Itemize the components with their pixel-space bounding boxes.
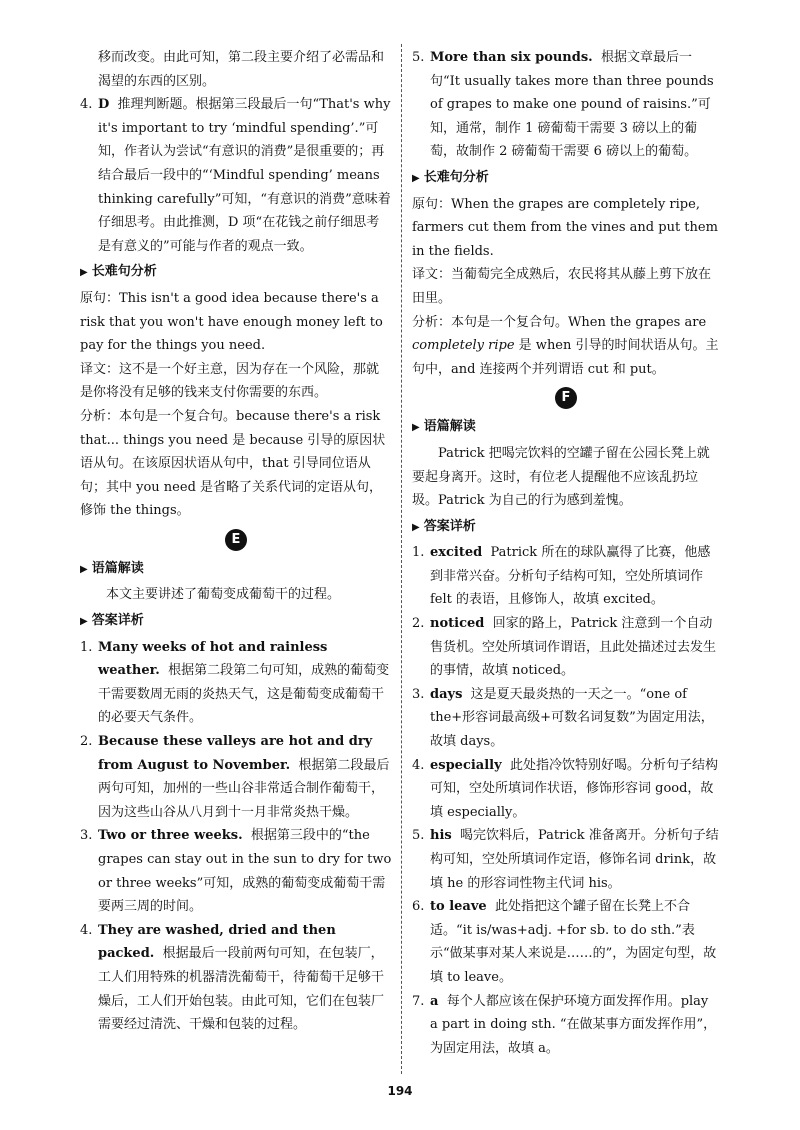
answer-key: noticed bbox=[430, 616, 485, 632]
section-heading: ▶ 答案详析 bbox=[412, 515, 720, 540]
answer-item bbox=[80, 730, 392, 824]
answer-key: excited bbox=[430, 545, 483, 561]
item-number: 3. bbox=[412, 686, 425, 702]
item-number: 6. bbox=[412, 899, 425, 915]
answer-explanation: 此处指把这个罐子留在长凳上不合适。“it is/was+adj. +for sb. to do sth.”表示“做某事对某人来说是……的”，为固定句型，故填 to leave。 bbox=[430, 899, 717, 985]
answer-item bbox=[80, 93, 392, 258]
answer-explanation: 此处指冷饮特别好喝。分析句子结构可知，空处所填词作状语，修饰形容词 good，故填 especially。 bbox=[430, 757, 718, 820]
passage-summary: 本文主要讲述了葡萄变成葡萄干的过程。 bbox=[106, 587, 341, 603]
answer-explanation: 根据文章最后一句“It usually takes more than three pounds of grapes to make one pound of raisins.”可知，通常，制作 1 磅葡萄干需要 3 磅以上的葡萄，故制作 2 磅葡萄干需要 6 磅以上的葡萄。 bbox=[430, 50, 714, 160]
answer-explanation: 这是夏天最炎热的一天之一。“one of the+形容词最高级+可数名词复数”为固定用法，故填 days。 bbox=[430, 686, 714, 750]
answer-item bbox=[412, 46, 720, 164]
item-number: 5. bbox=[412, 50, 425, 65]
answer-explanation: 根据第二段第二句可知，成熟的葡萄变干需要数周无雨的炎热天气，这是葡萄变成葡萄干的必要天气条件。 bbox=[98, 663, 390, 726]
triangle-icon: ▶ bbox=[80, 563, 88, 575]
section-heading: ▶ 语篇解读 bbox=[80, 557, 392, 582]
item-number: 3. bbox=[80, 828, 93, 844]
answer-key: Many weeks of hot and rainless weather. bbox=[98, 639, 328, 679]
answer-key: to leave bbox=[430, 899, 487, 915]
answer-explanation: 根据第二段最后两句可知，加州的一些山谷非常适合制作葡萄干，因为这些山谷从八月到十一月非常炎热干燥。 bbox=[98, 757, 390, 820]
column-divider bbox=[401, 44, 402, 1074]
answer-explanation: 根据第三段中的“the grapes can stay out in the sun to dry for two or three weeks”可知，成熟的葡萄变成葡萄干需要两三周的时间。 bbox=[98, 828, 392, 915]
continued-text: 移而改变。由此可知，第二段主要介绍了必需品和渴望的东西的区别。 bbox=[98, 50, 385, 89]
answer-item bbox=[412, 754, 720, 825]
original-sentence: 原句：When the grapes are completely ripe, farmers cut them from the vines and put them in the fields. bbox=[412, 196, 718, 259]
answer-explanation: 推理判断题。根据第三段最后一句“That's why it's important to try ‘mindful spending’.”可知，作者认为尝试“有意识的消费”是很重要的；再结合最后一段中的“‘Mindful spending’ means thinking carefully”可知，“有意识的消费”意味着仔细思考。由此推测，D 项“在花钱之前仔细思考是有意义的”可能与作者的观点一致。 bbox=[98, 97, 391, 254]
section-heading: ▶ 长难句分析 bbox=[412, 166, 720, 191]
left-column bbox=[80, 46, 392, 1037]
section-badge: F bbox=[555, 387, 577, 409]
triangle-icon: ▶ bbox=[80, 616, 88, 628]
item-number: 1. bbox=[412, 545, 425, 561]
triangle-icon: ▶ bbox=[412, 172, 420, 184]
answer-key: a bbox=[430, 993, 439, 1009]
answer-item bbox=[412, 683, 720, 754]
passage-summary: Patrick 把喝完饮料的空罐子留在公园长凳上就要起身离开。这时，有位老人提醒他不应该乱扔垃圾。Patrick 为自己的行为感到羞愧。 bbox=[412, 445, 710, 509]
answer-key: More than six pounds. bbox=[430, 50, 593, 65]
answer-list bbox=[80, 636, 392, 1037]
answer-key: Two or three weeks. bbox=[98, 828, 243, 844]
analysis: 分析：本句是一个复合句。When the grapes are completely ripe 是 when 引导的时间状语从句。主句中，and 连接两个并列谓语 cut 和 put。 bbox=[412, 314, 719, 377]
item-number: 7. bbox=[412, 993, 425, 1009]
answer-key: Because these valleys are hot and dry from August to November. bbox=[98, 734, 373, 773]
triangle-icon: ▶ bbox=[412, 422, 420, 434]
item-number: 4. bbox=[80, 922, 93, 938]
section-heading: ▶ 长难句分析 bbox=[80, 260, 392, 285]
answer-key: days bbox=[430, 686, 463, 702]
answer-item bbox=[80, 636, 392, 730]
translation: 译文：当葡萄完全成熟后，农民将其从藤上剪下放在田里。 bbox=[412, 267, 712, 306]
item-number: 4. bbox=[412, 757, 425, 773]
answer-explanation: 每个人都应该在保护环境方面发挥作用。play a part in doing sth. “在做某事方面发挥作用”，为固定用法，故填 a。 bbox=[430, 993, 717, 1056]
answer-explanation: 根据最后一段前两句可知，在包装厂，工人们用特殊的机器清洗葡萄干，待葡萄干足够干燥后，工人们开始包装。由此可知，它们在包装厂需要经过清洗、干燥和包装的过程。 bbox=[98, 946, 385, 1033]
item-number: 2. bbox=[412, 616, 425, 632]
item-number: 4. bbox=[80, 97, 93, 113]
answer-key: They are washed, dried and then packed. bbox=[98, 922, 336, 962]
answer-list bbox=[412, 541, 720, 1060]
triangle-icon: ▶ bbox=[412, 521, 420, 533]
original-sentence: 原句：This isn't a good idea because there's a risk that you won't have enough money left to pay for the things you need. bbox=[80, 290, 383, 354]
answer-key: D bbox=[98, 97, 110, 113]
triangle-icon: ▶ bbox=[80, 267, 88, 279]
answer-item bbox=[412, 990, 720, 1061]
section-badge: E bbox=[225, 529, 247, 551]
item-number: 1. bbox=[80, 639, 93, 655]
answer-item bbox=[80, 824, 392, 918]
answer-explanation: 喝完饮料后，Patrick 准备离开。分析句子结构可知，空处所填词作定语，修饰名词 drink，故填 he 的形容词性物主代词 his。 bbox=[430, 828, 719, 891]
item-number: 2. bbox=[80, 734, 93, 750]
item-number: 5. bbox=[412, 828, 425, 844]
answer-item bbox=[80, 919, 392, 1037]
answer-item bbox=[412, 895, 720, 989]
section-heading: ▶ 语篇解读 bbox=[412, 415, 720, 440]
answer-key: his bbox=[430, 828, 452, 844]
section-heading: ▶ 答案详析 bbox=[80, 609, 392, 634]
right-column bbox=[412, 46, 720, 1060]
answer-item bbox=[412, 612, 720, 683]
answer-item bbox=[412, 824, 720, 895]
translation: 译文：这不是一个好主意，因为存在一个风险，那就是你将没有足够的钱来支付你需要的东西。 bbox=[80, 361, 380, 401]
answer-item bbox=[412, 541, 720, 612]
analysis: 分析：本句是一个复合句。because there's a risk that... things you need 是 because 引导的原因状语从句。在该原因状语从句中，that 引导同位语从句；其中 you need 是省略了关系代词的定语从句，修饰 the things。 bbox=[80, 408, 386, 519]
answer-explanation: Patrick 所在的球队赢得了比赛，他感到非常兴奋。分析句子结构可知，空处所填词作 felt 的表语，且修饰人，故填 excited。 bbox=[430, 545, 711, 608]
answer-key: especially bbox=[430, 757, 502, 773]
page-number: 194 bbox=[387, 1084, 413, 1098]
answer-explanation: 回家的路上，Patrick 注意到一个自动售货机。空处所填词作谓语，且此处描述过去发生的事情，故填 noticed。 bbox=[430, 616, 717, 679]
